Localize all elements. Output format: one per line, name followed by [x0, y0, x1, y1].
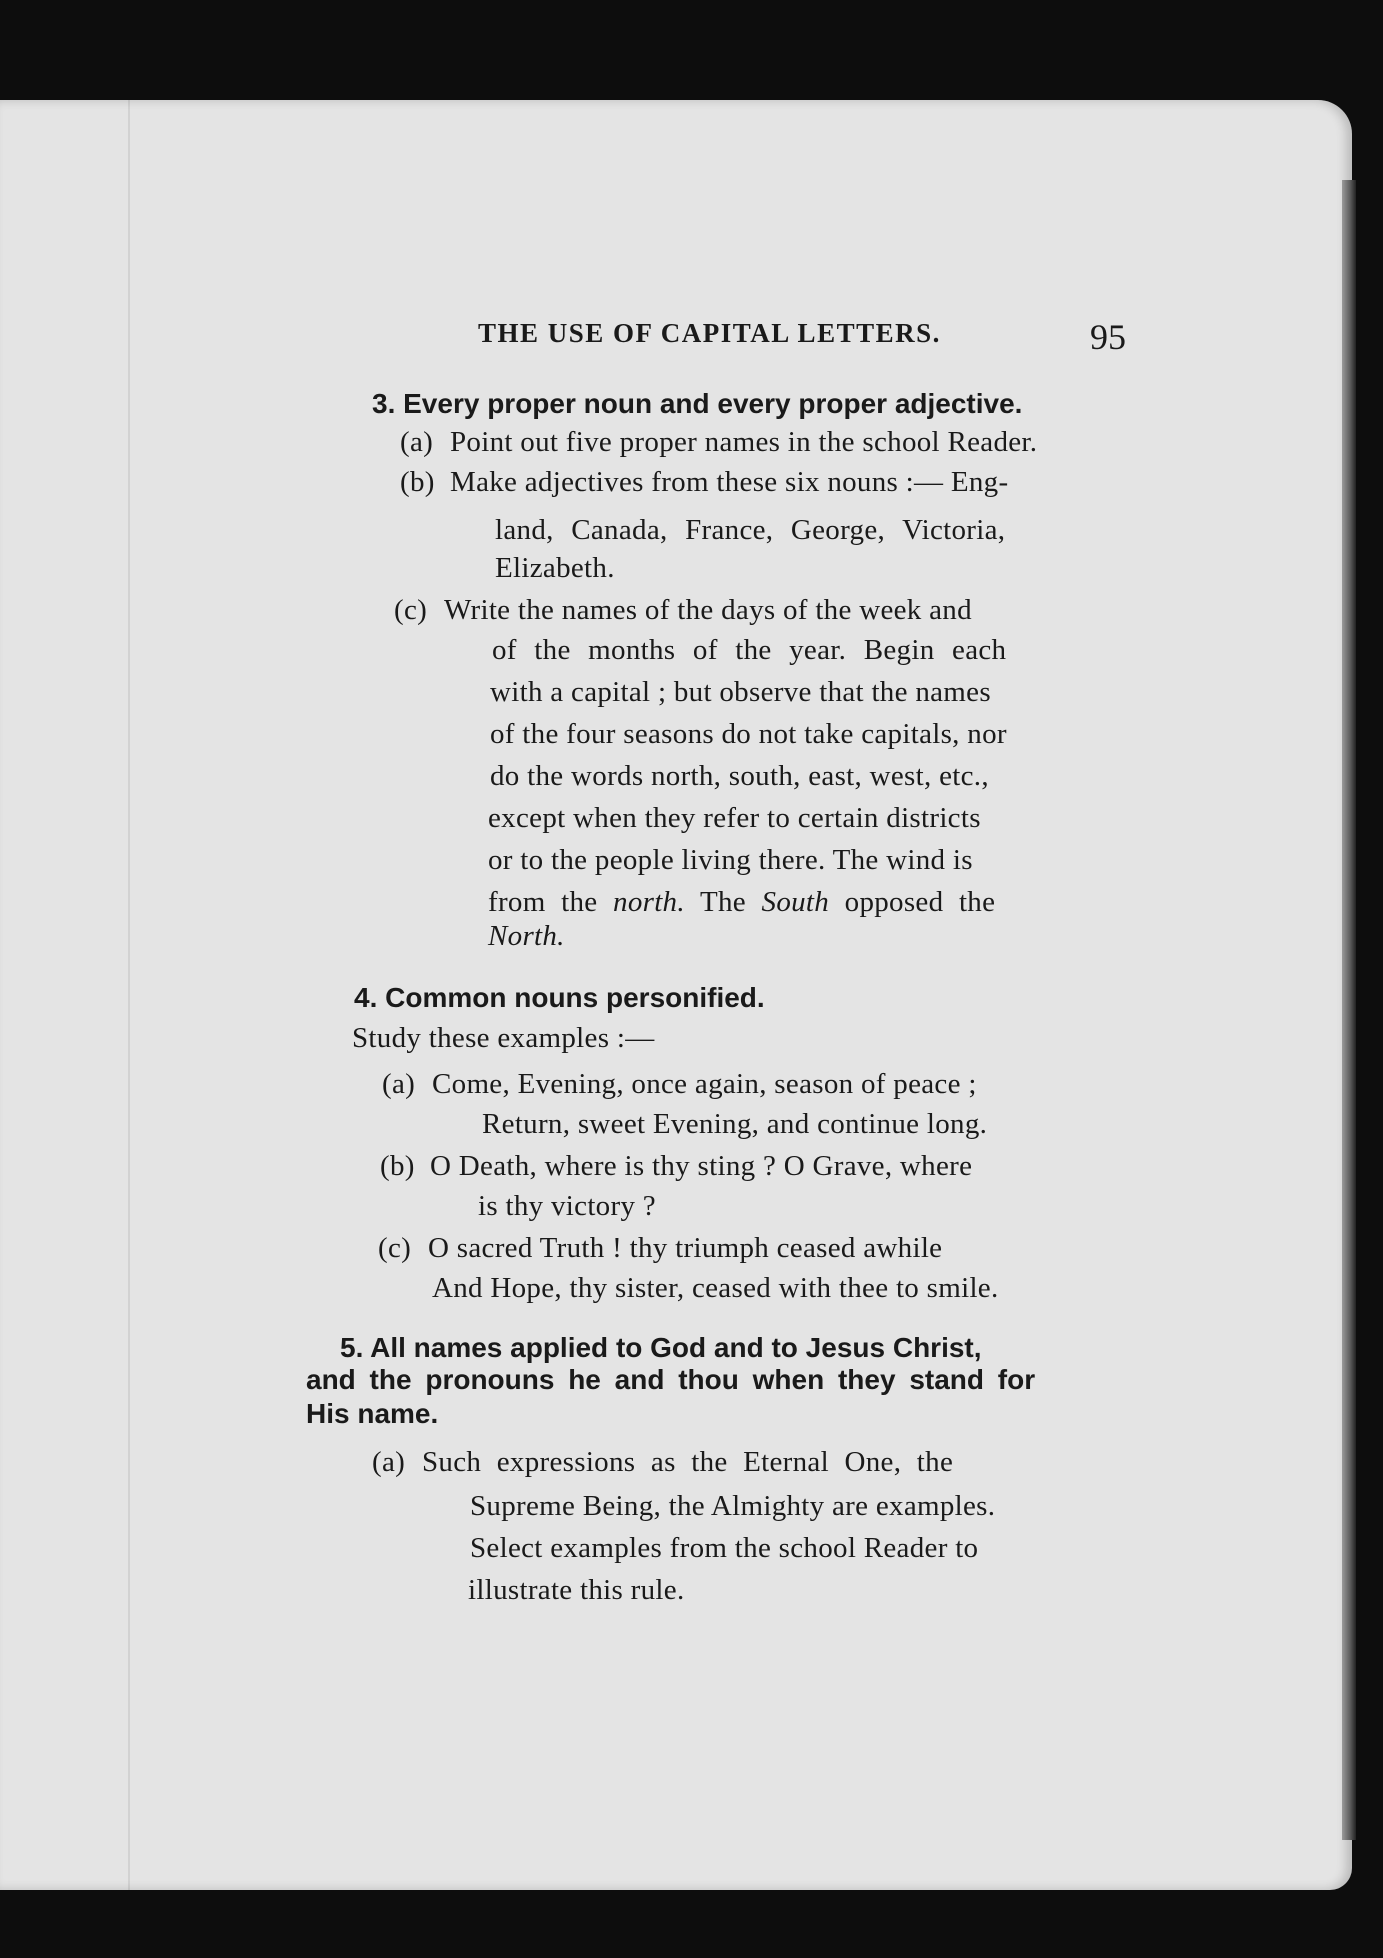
section-3-heading: 3. Every proper noun and every proper adjective.	[372, 388, 1023, 419]
section-4-item-c-line2: And Hope, thy sister, ceased with thee to smile.	[432, 1272, 999, 1304]
item-text: O sacred Truth ! thy triumph ceased awhile	[428, 1232, 943, 1264]
section-3-item-c-line6: except when they refer to certain districts	[488, 802, 981, 834]
item-label: (b)	[400, 466, 435, 498]
section-4-item-b-line2: is thy victory ?	[478, 1190, 656, 1222]
section-5-heading-line2: and the pronouns he and thou when they stand for	[306, 1364, 1036, 1395]
section-3-item-c-line9	[488, 920, 565, 953]
section-3-item-b-line3: Elizabeth.	[495, 552, 615, 584]
italic-word: North.	[488, 920, 565, 952]
italic-word: South	[761, 886, 830, 918]
section-3-item-c	[394, 594, 972, 627]
item-text: Write the names of the days of the week and	[444, 594, 972, 626]
section-3-item-c-line5: do the words north, south, east, west, etc.,	[490, 760, 989, 792]
section-5-heading-line1: 5. All names applied to God and to Jesus Christ,	[340, 1332, 982, 1363]
section-4-item-c	[378, 1232, 942, 1265]
section-3-item-b	[400, 466, 1008, 499]
item-text: Point out five proper names in the school Reader.	[450, 426, 1038, 458]
item-label: (a)	[382, 1068, 416, 1100]
section-3-item-c-line8	[488, 886, 995, 919]
section-3-item-a	[400, 426, 1037, 459]
item-text: Come, Evening, once again, season of peace ;	[432, 1068, 977, 1100]
page-binding-shadow	[128, 100, 130, 1890]
running-header-title: THE USE OF CAPITAL LETTERS.	[478, 318, 941, 348]
section-3-item-b-line2: land, Canada, France, George, Victoria,	[495, 514, 1006, 546]
section-4-item-b	[380, 1150, 972, 1183]
section-4-heading: 4. Common nouns personified.	[354, 982, 765, 1013]
text-run: The	[699, 886, 746, 918]
item-label: (a)	[400, 426, 434, 458]
section-5-item-a-line3: Select examples from the school Reader to	[470, 1532, 979, 1564]
text-run: opposed the	[844, 886, 996, 918]
item-label: (b)	[380, 1150, 415, 1182]
section-5-item-a	[372, 1446, 953, 1479]
section-3-item-c-line4: of the four seasons do not take capitals, nor	[490, 718, 1007, 750]
page-edge	[1342, 180, 1356, 1840]
item-text: Such expressions as the Eternal One, the	[422, 1446, 954, 1478]
section-4-item-a-line2: Return, sweet Evening, and continue long.	[482, 1108, 988, 1140]
item-label: (c)	[394, 594, 428, 626]
section-3-item-c-line7: or to the people living there. The wind is	[488, 844, 973, 876]
item-label: (a)	[372, 1446, 406, 1478]
text-run: from the	[488, 886, 598, 918]
section-4-intro: Study these examples :—	[352, 1022, 655, 1054]
italic-word: north.	[613, 886, 685, 918]
page-number: 95	[1090, 317, 1126, 357]
section-5-item-a-line2: Supreme Being, the Almighty are examples.	[470, 1490, 996, 1522]
section-5-heading-line3: His name.	[306, 1398, 439, 1429]
section-4-item-a	[382, 1068, 977, 1101]
item-text: Make adjectives from these six nouns :— Eng-	[450, 466, 1009, 498]
section-5-item-a-line4: illustrate this rule.	[468, 1574, 685, 1606]
section-3-item-c-line2: of the months of the year. Begin each	[492, 634, 1007, 666]
item-label: (c)	[378, 1232, 412, 1264]
section-3-item-c-line3: with a capital ; but observe that the names	[490, 676, 991, 708]
item-text: O Death, where is thy sting ? O Grave, where	[430, 1150, 973, 1182]
